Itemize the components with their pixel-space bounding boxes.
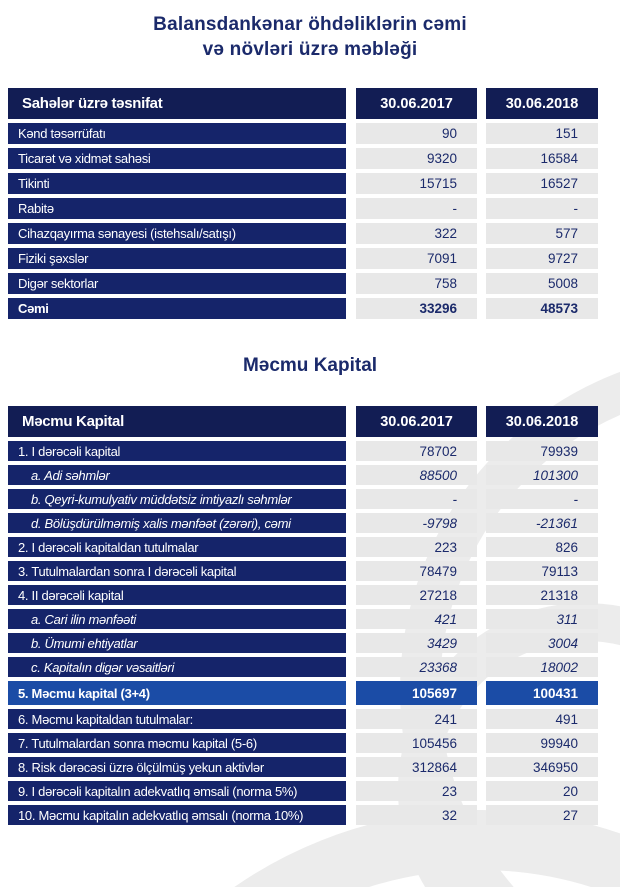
table-row bbox=[8, 805, 598, 825]
row-label: a. Cari ilin mənfəəti bbox=[8, 609, 346, 629]
value-2017: 9320 bbox=[356, 148, 477, 169]
value-2017: 23 bbox=[356, 781, 477, 801]
value-2018: 20 bbox=[486, 781, 598, 801]
table-row bbox=[8, 173, 598, 194]
value-2017: 7091 bbox=[356, 248, 477, 269]
sectors-table-body bbox=[8, 123, 598, 319]
value-2017: 32 bbox=[356, 805, 477, 825]
table-row bbox=[8, 298, 598, 319]
value-2018: 16584 bbox=[486, 148, 598, 169]
row-label: 6. Məcmu kapitaldan tutulmalar: bbox=[8, 709, 346, 729]
page-title bbox=[0, 12, 620, 62]
value-2018: 27 bbox=[486, 805, 598, 825]
value-2018: 491 bbox=[486, 709, 598, 729]
page-title-line2: və növləri üzrə məbləği bbox=[202, 39, 418, 60]
value-2018: 21318 bbox=[486, 585, 598, 605]
row-label: 8. Risk dərəcəsi üzrə ölçülmüş yekun aktivlər bbox=[8, 757, 346, 777]
value-2018: 151 bbox=[486, 123, 598, 144]
row-label: Cəmi bbox=[8, 298, 346, 319]
value-2017: 23368 bbox=[356, 657, 477, 677]
table-row bbox=[8, 123, 598, 144]
value-2017: 78479 bbox=[356, 561, 477, 581]
table-row bbox=[8, 273, 598, 294]
page-title-line1: Balansdankənar öhdəliklərin cəmi bbox=[153, 14, 467, 35]
capital-table bbox=[8, 406, 598, 829]
sectors-table-header bbox=[8, 88, 598, 119]
column-header-date-2018: 30.06.2018 bbox=[486, 406, 598, 437]
value-2018: 16527 bbox=[486, 173, 598, 194]
table-row bbox=[8, 709, 598, 729]
value-2018: 48573 bbox=[486, 298, 598, 319]
row-label: 10. Məcmu kapitalın adekvatlıq əmsalı (norma 10%) bbox=[8, 805, 346, 825]
value-2018: -21361 bbox=[486, 513, 598, 533]
value-2017: 421 bbox=[356, 609, 477, 629]
value-2017: 312864 bbox=[356, 757, 477, 777]
column-header-date-2017: 30.06.2017 bbox=[356, 406, 477, 437]
table-row bbox=[8, 781, 598, 801]
value-2018: 101300 bbox=[486, 465, 598, 485]
row-label: Rabitə bbox=[8, 198, 346, 219]
column-header-date-2017: 30.06.2017 bbox=[356, 88, 477, 119]
value-2017: -9798 bbox=[356, 513, 477, 533]
table-row bbox=[8, 757, 598, 777]
value-2017: 105697 bbox=[356, 681, 477, 705]
table-row bbox=[8, 585, 598, 605]
table-row bbox=[8, 537, 598, 557]
row-label: 2. I dərəcəli kapitaldan tutulmalar bbox=[8, 537, 346, 557]
value-2018: 5008 bbox=[486, 273, 598, 294]
value-2018: 18002 bbox=[486, 657, 598, 677]
row-label: b. Ümumi ehtiyatlar bbox=[8, 633, 346, 653]
row-label: Ticarət və xidmət sahəsi bbox=[8, 148, 346, 169]
value-2018: - bbox=[486, 198, 598, 219]
table-row bbox=[8, 223, 598, 244]
row-label: Fiziki şəxslər bbox=[8, 248, 346, 269]
table-row bbox=[8, 561, 598, 581]
row-label: b. Qeyri-kumulyativ müddətsiz imtiyazlı səhmlər bbox=[8, 489, 346, 509]
value-2018: 346950 bbox=[486, 757, 598, 777]
value-2018: 99940 bbox=[486, 733, 598, 753]
table-row bbox=[8, 148, 598, 169]
row-label: 1. I dərəcəli kapital bbox=[8, 441, 346, 461]
value-2018: 3004 bbox=[486, 633, 598, 653]
table-row bbox=[8, 441, 598, 461]
value-2017: - bbox=[356, 489, 477, 509]
column-header-classification: Sahələr üzrə təsnifat bbox=[8, 88, 346, 119]
value-2018: 79113 bbox=[486, 561, 598, 581]
table-row bbox=[8, 489, 598, 509]
table-row bbox=[8, 633, 598, 653]
row-label: Tikinti bbox=[8, 173, 346, 194]
row-label: d. Bölüşdürülməmiş xalis mənfəət (zərəri), cəmi bbox=[8, 513, 346, 533]
value-2018: 577 bbox=[486, 223, 598, 244]
value-2017: 15715 bbox=[356, 173, 477, 194]
table-row bbox=[8, 733, 598, 753]
row-label: a. Adi səhmlər bbox=[8, 465, 346, 485]
row-label: Cihazqayırma sənayesi (istehsalı/satışı) bbox=[8, 223, 346, 244]
capital-table-body bbox=[8, 441, 598, 825]
row-label: 7. Tutulmalardan sonra məcmu kapital (5-6) bbox=[8, 733, 346, 753]
sectors-table bbox=[8, 88, 598, 323]
row-label: Kənd təsərrüfatı bbox=[8, 123, 346, 144]
row-label: Digər sektorlar bbox=[8, 273, 346, 294]
value-2017: 322 bbox=[356, 223, 477, 244]
table-row bbox=[8, 657, 598, 677]
row-label: 3. Tutulmalardan sonra I dərəcəli kapital bbox=[8, 561, 346, 581]
value-2017: - bbox=[356, 198, 477, 219]
value-2017: 241 bbox=[356, 709, 477, 729]
row-label: c. Kapitalın digər vəsaitləri bbox=[8, 657, 346, 677]
row-label: 4. II dərəcəli kapital bbox=[8, 585, 346, 605]
value-2018: 826 bbox=[486, 537, 598, 557]
value-2017: 27218 bbox=[356, 585, 477, 605]
value-2017: 758 bbox=[356, 273, 477, 294]
capital-table-header bbox=[8, 406, 598, 437]
value-2017: 78702 bbox=[356, 441, 477, 461]
table-row bbox=[8, 513, 598, 533]
value-2017: 33296 bbox=[356, 298, 477, 319]
table-row bbox=[8, 198, 598, 219]
table-row bbox=[8, 465, 598, 485]
row-label: 9. I dərəcəli kapitalın adekvatlıq əmsali (norma 5%) bbox=[8, 781, 346, 801]
column-header-date-2018: 30.06.2018 bbox=[486, 88, 598, 119]
value-2018: 79939 bbox=[486, 441, 598, 461]
column-header-capital: Məcmu Kapital bbox=[8, 406, 346, 437]
value-2018: 100431 bbox=[486, 681, 598, 705]
value-2018: 311 bbox=[486, 609, 598, 629]
table-row bbox=[8, 681, 598, 705]
value-2018: 9727 bbox=[486, 248, 598, 269]
value-2017: 88500 bbox=[356, 465, 477, 485]
table-row bbox=[8, 609, 598, 629]
section-title: Məcmu Kapital bbox=[242, 355, 378, 376]
table-row bbox=[8, 248, 598, 269]
value-2017: 105456 bbox=[356, 733, 477, 753]
row-label: 5. Məcmu kapital (3+4) bbox=[8, 681, 346, 705]
value-2017: 223 bbox=[356, 537, 477, 557]
value-2017: 90 bbox=[356, 123, 477, 144]
value-2018: - bbox=[486, 489, 598, 509]
value-2017: 3429 bbox=[356, 633, 477, 653]
